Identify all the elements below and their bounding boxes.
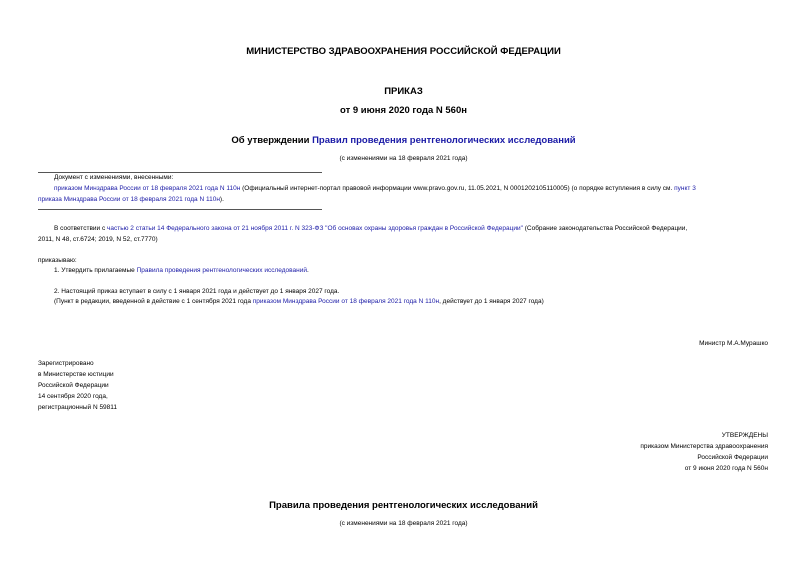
order-item-1-text: 1. Утвердить прилагаемые	[54, 267, 137, 274]
rules-revision: (с изменениями на 18 февраля 2021 года)	[339, 520, 468, 527]
doc-title-prefix: Об утверждении	[231, 135, 313, 146]
doc-revision: (с изменениями на 18 февраля 2021 года)	[339, 155, 468, 162]
ministry-heading: МИНИСТЕРСТВО ЗДРАВООХРАНЕНИЯ РОССИЙСКОЙ ФЕДЕРАЦИИ	[246, 46, 561, 57]
preamble-text-2: (Собрание законодательства Российской Федерации,	[522, 225, 688, 232]
doc-type-heading: ПРИКАЗ	[384, 86, 423, 97]
approved-line: приказом Министерства здравоохранения	[640, 443, 768, 450]
approved-line: Российской Федерации	[697, 454, 768, 461]
changes-intro: Документ с изменениями, внесенными:	[54, 174, 174, 181]
registration-line: Российской Федерации	[38, 382, 109, 389]
preamble-text-1: В соответствии с	[54, 225, 108, 232]
changes-link-order-110n-2[interactable]: приказа Минздрава России от 18 февраля 2021 года N 110н	[38, 196, 220, 203]
order-note-text: (Пункт в редакции, введенной в действие с 1 сентября 2021 года	[54, 298, 253, 305]
preamble-line-1	[54, 223, 687, 234]
order-item-2: 2. Настоящий приказ вступает в силу с 1 января 2021 года и действует до 1 января 2027 года.	[54, 288, 340, 295]
registration-line: 14 сентября 2020 года,	[38, 393, 108, 400]
changes-line-1	[54, 183, 696, 194]
order-note-link[interactable]: приказом Минздрава России от 18 февраля 2021 года N 110н	[252, 298, 440, 305]
approved-line: УТВЕРЖДЕНЫ	[721, 432, 768, 439]
changes-link-order-110n[interactable]: приказом Минздрава России от 18 февраля 2021 года N 110н	[54, 185, 241, 192]
order-item-2-note	[54, 296, 544, 307]
changes-link-item-3[interactable]: пункт 3	[674, 185, 696, 192]
order-item-1	[54, 265, 309, 276]
approved-line: от 9 июня 2020 года N 560н	[684, 465, 768, 472]
order-item-1-end: .	[306, 267, 309, 274]
doc-title	[0, 135, 807, 146]
registration-block	[38, 358, 117, 413]
changes-bottom-rule	[38, 209, 322, 210]
rules-title: Правила проведения рентгенологических исследований	[269, 500, 538, 511]
registration-line: в Министерстве юстиции	[38, 371, 114, 378]
approved-block	[640, 430, 768, 474]
preamble-law-link[interactable]: частью 2 статьи 14 Федерального закона от 21 ноября 2011 г. N 323-ФЗ "Об основах охраны здоровья граждан в Российской Федерации"	[107, 225, 523, 232]
preamble-line-2: 2011, N 48, ст.6724; 2019, N 52, ст.7770)	[38, 236, 158, 243]
registration-line: регистрационный N 59811	[38, 404, 118, 411]
changes-line-2	[38, 194, 224, 205]
minister-signature: Министр М.А.Мурашко	[699, 340, 768, 347]
changes-text-1: (Официальный интернет-портал правовой информации www.pravo.gov.ru, 11.05.2021, N 0001202105110005) (о порядке вступления в силу см.	[240, 185, 675, 192]
changes-text-2: ).	[219, 196, 224, 203]
prikazyvayu-text: приказываю:	[38, 257, 77, 264]
doc-title-link[interactable]: Правил проведения рентгенологических исследований	[312, 135, 576, 146]
order-item-1-link[interactable]: Правила проведения рентгенологических исследований	[136, 267, 307, 274]
order-note-end: , действует до 1 января 2027 года)	[439, 298, 544, 305]
doc-date-number: от 9 июня 2020 года N 560н	[340, 105, 467, 116]
registration-line: Зарегистрировано	[38, 360, 94, 367]
